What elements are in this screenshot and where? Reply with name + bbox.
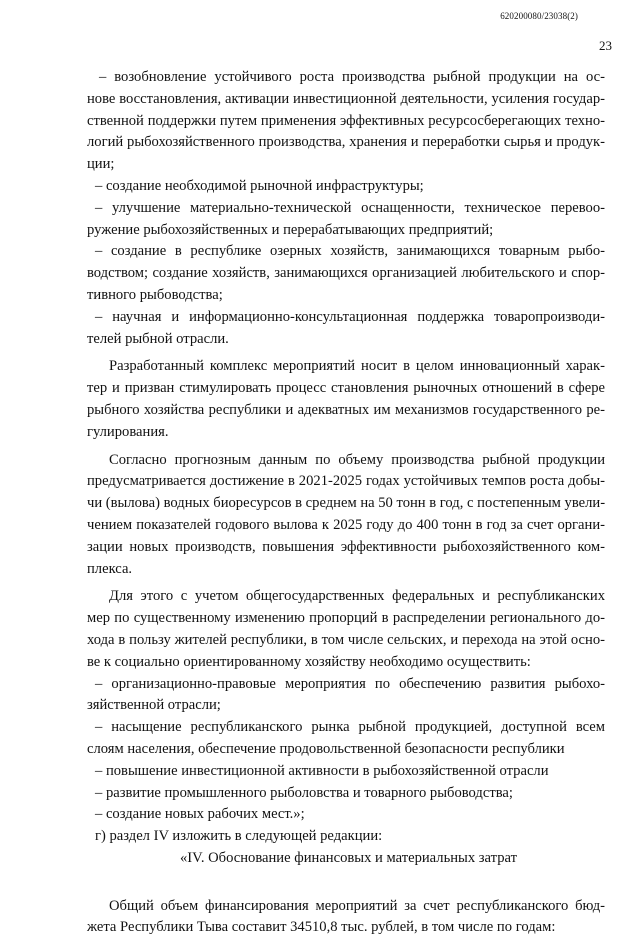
- text-line: – насыщение республиканского рынка рыбной продукцией, доступной всем: [95, 719, 605, 736]
- text-line: Общий объем финансирования мероприятий за счет республиканского бюд-: [109, 897, 605, 914]
- text-line: тивного рыбоводства;: [87, 286, 223, 303]
- text-line: ции;: [87, 156, 115, 173]
- text-line: – улучшение материально-технической оснащенности, техническое перевоо-: [95, 199, 605, 216]
- text-line: телей рыбной отрасли.: [87, 330, 229, 347]
- text-line: – организационно-правовые мероприятия по обеспечению развития рыбохо-: [95, 675, 605, 692]
- text-line: хода в пользу жителей республики, в том числе сельских, и перехода на этой осно-: [87, 631, 605, 648]
- text-line: водством; создание хозяйств, занимающихся организацией любительского и спор-: [87, 265, 605, 282]
- text-line: нове восстановления, активации инвестиционной деятельности, усиления государ-: [87, 90, 605, 107]
- text-line: – возобновление устойчивого роста производства рыбной продукции на ос-: [99, 69, 605, 85]
- text-line: мер по существенному изменению пропорций в распределении регионального до-: [87, 610, 605, 627]
- text-line: чением показателей годового вылова к 2025 году до 400 тонн в год за счет органи-: [87, 516, 605, 533]
- text-line: зации новых производств, повышения эффективности рыбохозяйственного ком-: [87, 538, 605, 555]
- text-line: Для этого с учетом общегосударственных федеральных и республиканских: [109, 588, 605, 605]
- text-line: г) раздел IV изложить в следующей редакции:: [95, 828, 383, 845]
- text-line: – создание необходимой рыночной инфраструктуры;: [95, 177, 424, 194]
- text-line: слоям населения, обеспечение продовольственной безопасности республики: [87, 740, 565, 757]
- text-line: Согласно прогнозным данным по объему производства рыбной продукции: [109, 451, 605, 468]
- text-line: ве к социально ориентированному хозяйству необходимо осуществить:: [87, 653, 531, 670]
- text-line: – создание новых рабочих мест.»;: [95, 806, 305, 823]
- text-line: – повышение инвестиционной активности в рыбохозяйственной отрасли: [95, 762, 549, 779]
- text-line: предусматривается достижение в 2021-2025 годах устойчивых темпов роста добы-: [87, 473, 605, 490]
- text-line: ственной поддержки путем применения эффективных ресурсосберегающих техно-: [87, 112, 605, 129]
- text-line: чи (вылова) водных биоресурсов в среднем на 50 тонн в год, с постепенным увели-: [87, 495, 606, 512]
- document-code: 620200080/23038(2): [500, 11, 578, 21]
- text-line: зяйственной отрасли;: [87, 697, 221, 714]
- text-line: рыбного хозяйства республики и адекватных им механизмов государственного ре-: [87, 401, 605, 418]
- text-line: гулирования.: [87, 423, 169, 440]
- text-line: – научная и информационно-консультационная поддержка товаропроизводи-: [95, 308, 605, 325]
- text-line: Разработанный комплекс мероприятий носит в целом инновационный харак-: [109, 358, 605, 375]
- section-heading: «IV. Обоснование финансовых и материальных затрат: [180, 849, 517, 866]
- text-line: – создание в республике озерных хозяйств, занимающихся товарным рыбо-: [95, 243, 605, 260]
- text-line: тер и призван стимулировать процесс становления рыночных отношений в сфере: [87, 380, 605, 397]
- document-body: [87, 67, 605, 939]
- text-line: жета Республики Тыва составит 34510,8 тыс. рублей, в том числе по годам:: [87, 919, 556, 936]
- text-line: – развитие промышленного рыболовства и товарного рыбоводства;: [95, 784, 513, 801]
- page-number: 23: [599, 38, 612, 53]
- text-line: ружение рыбохозяйственных и перерабатывающих предприятий;: [87, 221, 494, 238]
- text-line: логий рыбохозяйственного производства, хранения и переработки сырья и продук-: [87, 134, 605, 151]
- text-line: плекса.: [87, 560, 133, 577]
